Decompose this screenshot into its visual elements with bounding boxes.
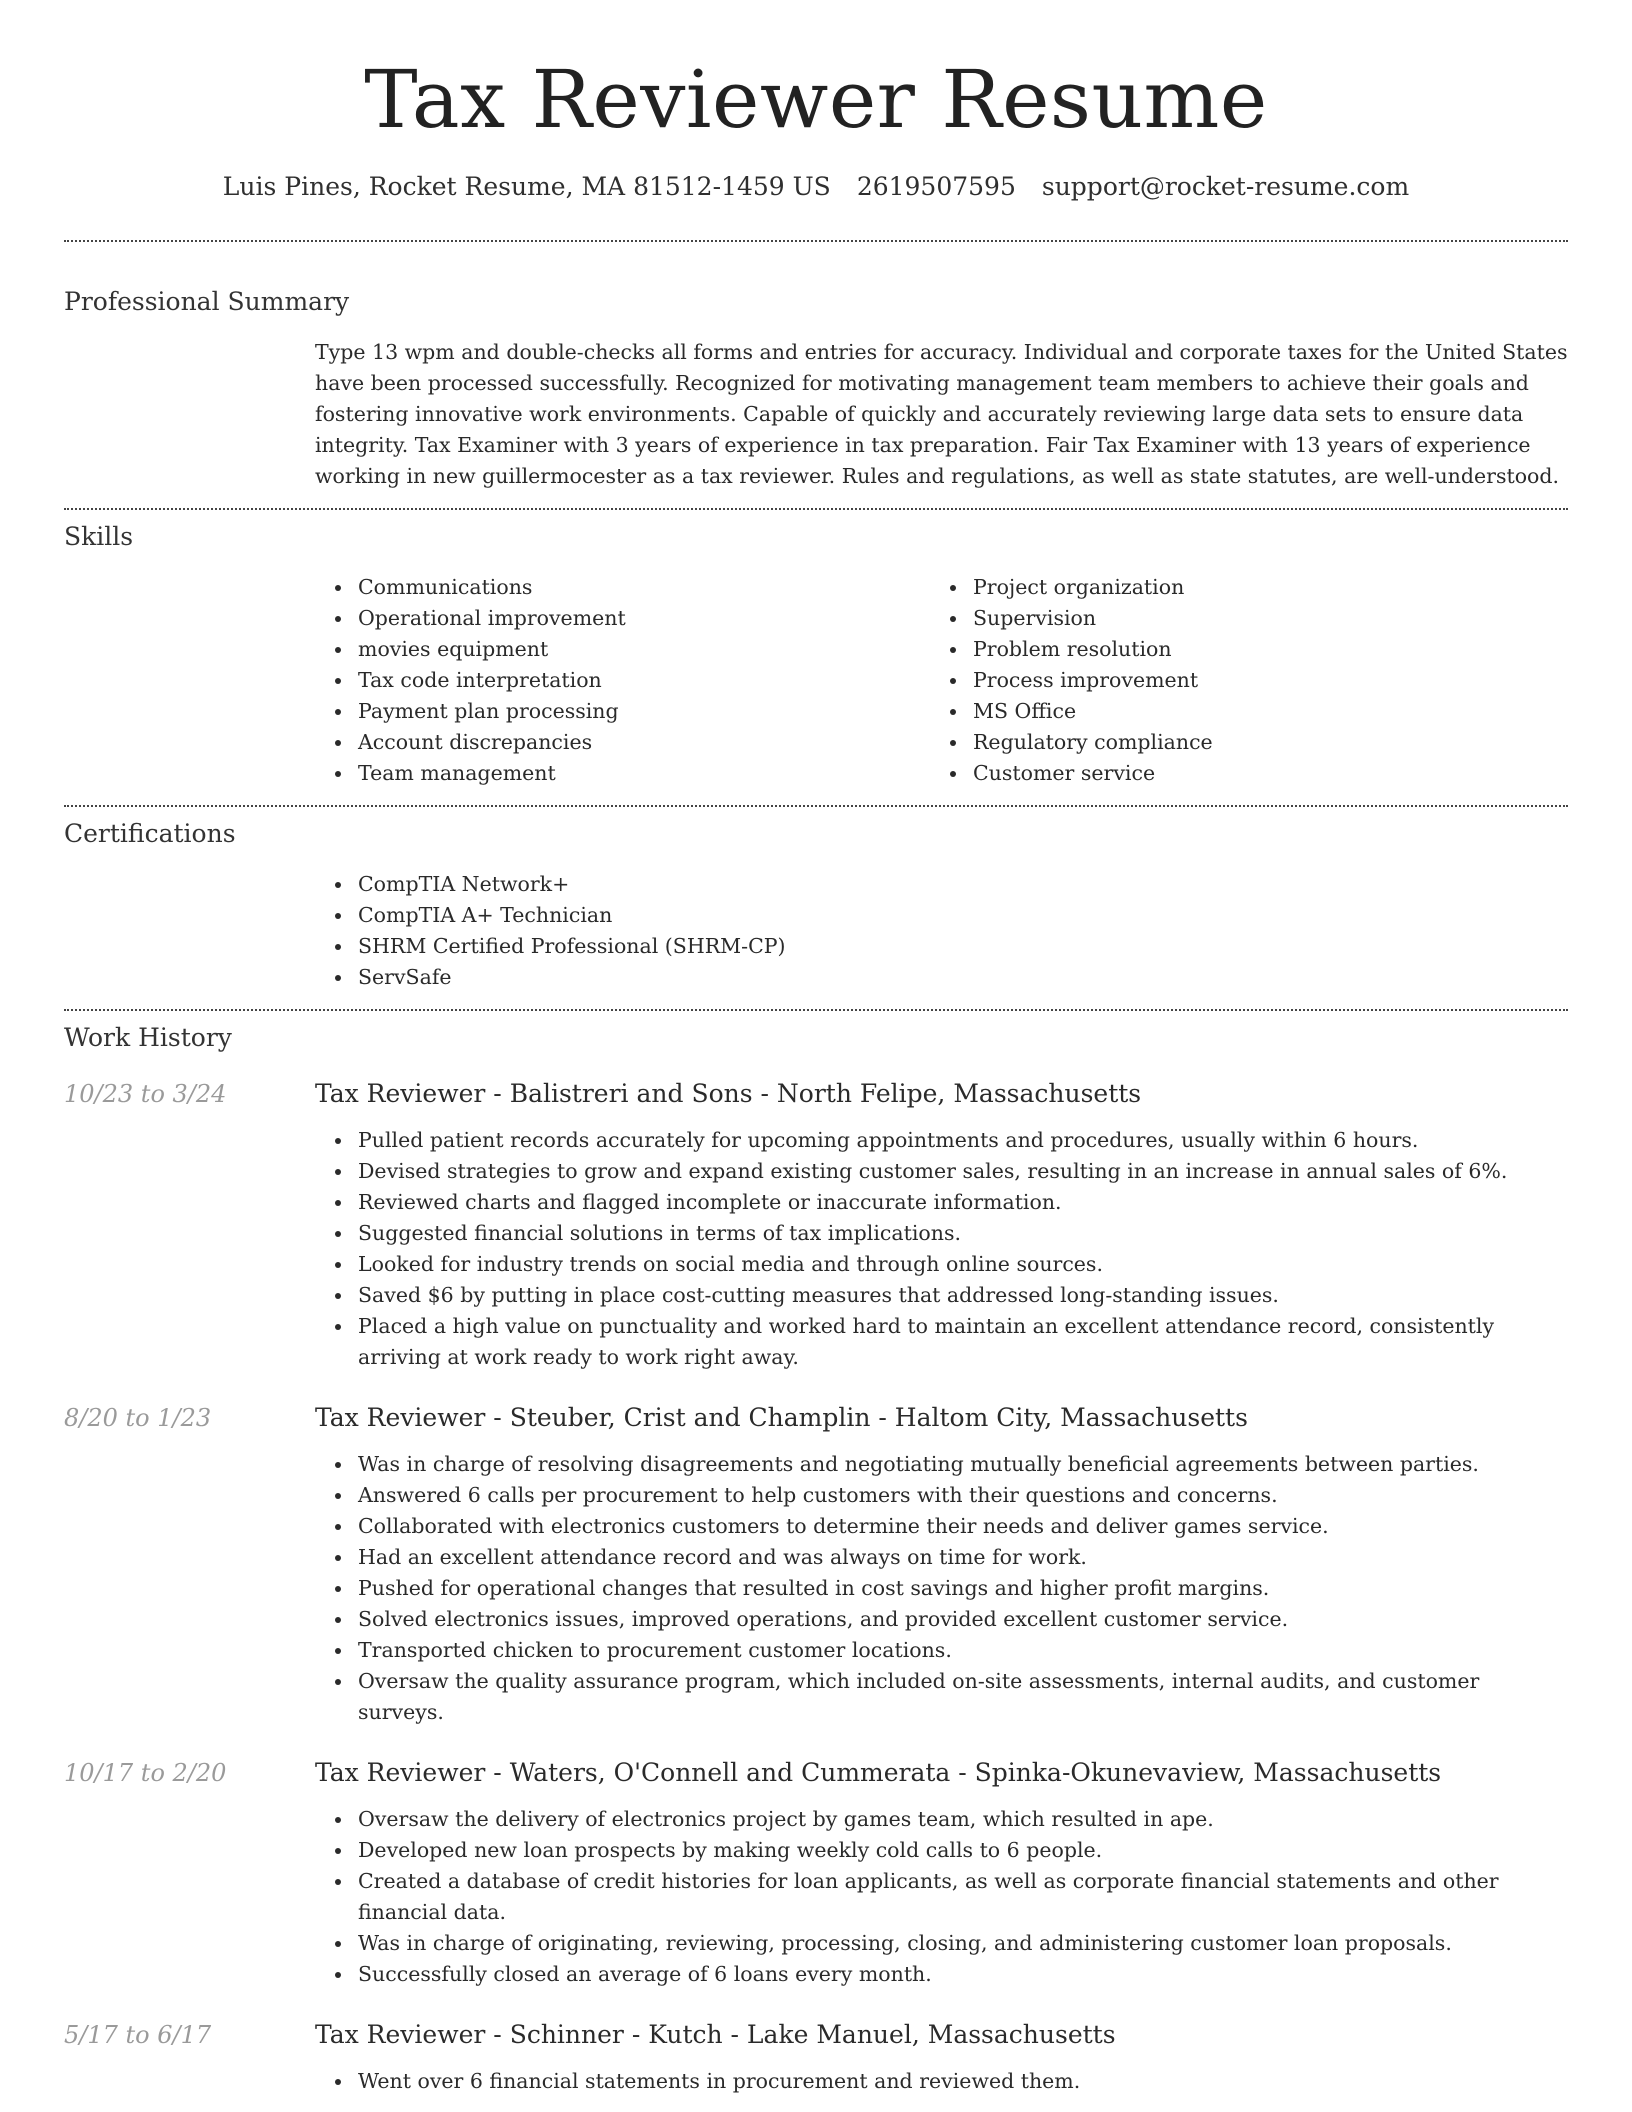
resume-page bbox=[64, 0, 1568, 2097]
job-bullet: Pushed for operational changes that resulted in cost savings and higher profit margins. bbox=[315, 1573, 1568, 1604]
job-entry bbox=[64, 1756, 1568, 1990]
job-dates: 10/23 to 3/24 bbox=[64, 1080, 227, 1108]
job-bullet: Looked for industry trends on social media and through online sources. bbox=[315, 1249, 1568, 1280]
job-bullets bbox=[315, 1125, 1568, 1373]
skill-item: Project organization bbox=[930, 572, 1545, 603]
job-bullet: Successfully closed an average of 6 loans every month. bbox=[315, 1959, 1568, 1990]
job-bullet: Had an excellent attendance record and was always on time for work. bbox=[315, 1542, 1568, 1573]
job-bullet: Oversaw the delivery of electronics project by games team, which resulted in ape. bbox=[315, 1804, 1568, 1835]
job-title: Tax Reviewer - Schinner - Kutch - Lake Manuel, Massachusetts bbox=[315, 2020, 1116, 2049]
skill-item: Process improvement bbox=[930, 665, 1545, 696]
job-entry bbox=[64, 2018, 1568, 2097]
job-title: Tax Reviewer - Waters, O'Connell and Cummerata - Spinka-Okunevaview, Massachusetts bbox=[315, 1758, 1442, 1787]
job-bullet: Developed new loan prospects by making weekly cold calls to 6 people. bbox=[315, 1835, 1568, 1866]
certifications-list bbox=[315, 869, 1568, 993]
job-bullet: Oversaw the quality assurance program, which included on-site assessments, internal audits, and customer surveys. bbox=[315, 1666, 1568, 1728]
job-bullet: Created a database of credit histories for loan applicants, as well as corporate financial statements and other financial data. bbox=[315, 1866, 1568, 1928]
skill-item: Team management bbox=[315, 758, 930, 789]
skills-heading: Skills bbox=[64, 522, 134, 551]
job-dates: 8/20 to 1/23 bbox=[64, 1404, 212, 1432]
summary-heading: Professional Summary bbox=[64, 287, 350, 316]
job-dates: 5/17 to 6/17 bbox=[64, 2021, 212, 2049]
work-history-section bbox=[64, 1011, 1568, 2097]
skill-item: Communications bbox=[315, 572, 930, 603]
contact-phone: 2619507595 bbox=[856, 172, 1016, 201]
job-bullets bbox=[315, 2066, 1568, 2097]
job-bullet: Saved $6 by putting in place cost-cutting measures that addressed long-standing issues. bbox=[315, 1280, 1568, 1311]
job-bullet: Placed a high value on punctuality and worked hard to maintain an excellent attendance record, consistently arriving at work ready to work right away. bbox=[315, 1311, 1568, 1373]
job-bullet: Went over 6 financial statements in procurement and reviewed them. bbox=[315, 2066, 1568, 2097]
job-bullet: Transported chicken to procurement customer locations. bbox=[315, 1635, 1568, 1666]
job-bullet: Answered 6 calls per procurement to help customers with their questions and concerns. bbox=[315, 1480, 1568, 1511]
job-bullet: Was in charge of originating, reviewing, processing, closing, and administering customer loan proposals. bbox=[315, 1928, 1568, 1959]
summary-text: Type 13 wpm and double-checks all forms and entries for accuracy. Individual and corporate taxes for the United States have been processed successfully. Recognized for motivating management team members to achieve their goals and fostering innovative work environments. Capable of quickly and accurately reviewing large data sets to ensure data integrity. Tax Examiner with 3 years of experience in tax preparation. Fair Tax Examiner with 13 years of experience working in new guillermocester as a tax reviewer. Rules and regulations, as well as state statutes, are well-understood. bbox=[315, 340, 1568, 488]
certification-item: CompTIA A+ Technician bbox=[315, 900, 1568, 931]
skill-item: Supervision bbox=[930, 603, 1545, 634]
skill-item: Problem resolution bbox=[930, 634, 1545, 665]
skill-item: Customer service bbox=[930, 758, 1545, 789]
certification-item: SHRM Certified Professional (SHRM-CP) bbox=[315, 931, 1568, 962]
skill-item: Account discrepancies bbox=[315, 727, 930, 758]
certifications-section bbox=[64, 807, 1568, 993]
skills-list-left bbox=[315, 572, 930, 789]
job-bullet: Solved electronics issues, improved operations, and provided excellent customer service. bbox=[315, 1604, 1568, 1635]
job-bullet: Pulled patient records accurately for upcoming appointments and procedures, usually within 6 hours. bbox=[315, 1125, 1568, 1156]
skills-list-right bbox=[930, 572, 1545, 789]
contact-address: Luis Pines, Rocket Resume, MA 81512-1459 US bbox=[222, 172, 831, 201]
work-history-heading: Work History bbox=[64, 1023, 232, 1052]
job-bullet: Reviewed charts and flagged incomplete or inaccurate information. bbox=[315, 1187, 1568, 1218]
job-entry bbox=[64, 1401, 1568, 1728]
skill-item: Regulatory compliance bbox=[930, 727, 1545, 758]
job-bullet: Collaborated with electronics customers to determine their needs and deliver games service. bbox=[315, 1511, 1568, 1542]
job-bullet: Suggested financial solutions in terms of tax implications. bbox=[315, 1218, 1568, 1249]
skill-item: MS Office bbox=[930, 696, 1545, 727]
certification-item: ServSafe bbox=[315, 962, 1568, 993]
job-entry bbox=[64, 1077, 1568, 1373]
contact-email: support@rocket-resume.com bbox=[1041, 172, 1410, 201]
skill-item: Tax code interpretation bbox=[315, 665, 930, 696]
skill-item: movies equipment bbox=[315, 634, 930, 665]
skill-item: Operational improvement bbox=[315, 603, 930, 634]
certification-item: CompTIA Network+ bbox=[315, 869, 1568, 900]
job-bullets bbox=[315, 1804, 1568, 1990]
job-bullets bbox=[315, 1449, 1568, 1728]
job-title: Tax Reviewer - Balistreri and Sons - North Felipe, Massachusetts bbox=[315, 1079, 1142, 1108]
job-bullet: Was in charge of resolving disagreements and negotiating mutually beneficial agreements between parties. bbox=[315, 1449, 1568, 1480]
contact-line bbox=[64, 170, 1568, 204]
resume-title: Tax Reviewer Resume bbox=[364, 53, 1268, 146]
job-bullet: Devised strategies to grow and expand existing customer sales, resulting in an increase in annual sales of 6%. bbox=[315, 1156, 1568, 1187]
certifications-heading: Certifications bbox=[64, 819, 236, 848]
job-title: Tax Reviewer - Steuber, Crist and Champlin - Haltom City, Massachusetts bbox=[315, 1403, 1248, 1432]
skills-section bbox=[64, 510, 1568, 789]
job-dates: 10/17 to 2/20 bbox=[64, 1759, 227, 1787]
summary-section bbox=[64, 242, 1568, 492]
skill-item: Payment plan processing bbox=[315, 696, 930, 727]
